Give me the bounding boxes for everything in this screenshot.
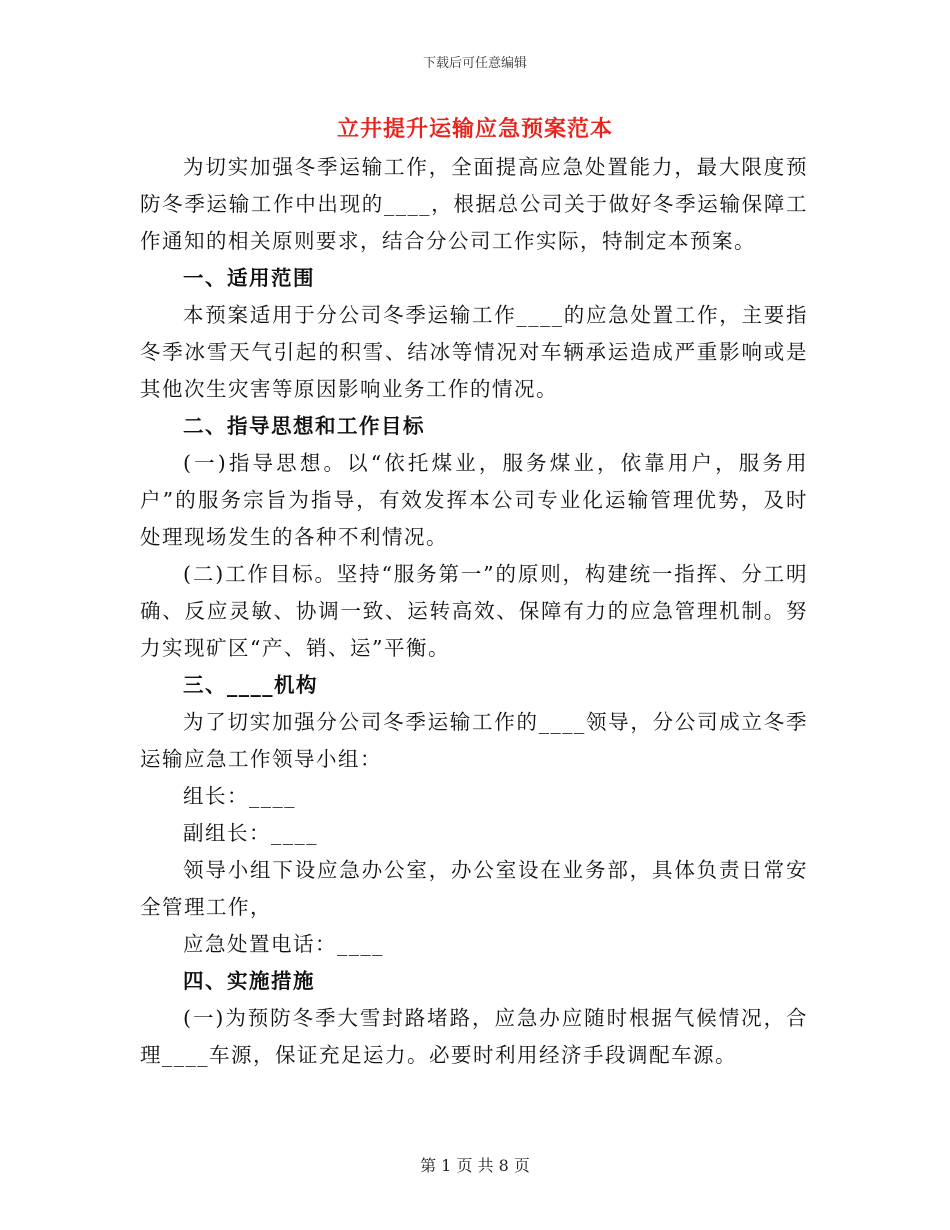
emergency-phone-line: 应急处置电话：____ [183, 932, 385, 956]
page-footer: 第 1 页 共 8 页 [420, 1156, 530, 1175]
measures-paragraph: (一)为预防冬季大雪封路堵路，应急办应随时根据气候情况，合理____车源，保证充足运力。必要时利用经济手段调配车源。 [140, 1006, 808, 1067]
scope-paragraph: 本预案适用于分公司冬季运输工作____的应急处置工作，主要指冬季冰雪天气引起的积雪、结冰等情况对车辆承运造成严重影响或是其他次生灾害等原因影响业务工作的情况。 [140, 303, 808, 401]
section-heading-organization: 三、____机构 [183, 673, 319, 697]
goal-paragraph: (二)工作目标。坚持“服务第一”的原则，构建统一指挥、分工明确、反应灵敏、协调一致、运转高效、保障有力的应急管理机制。努力实现矿区“产、销、运”平衡。 [140, 562, 808, 660]
deputy-leader-line: 副组长：____ [183, 821, 319, 845]
document-body [140, 149, 808, 1074]
header-note: 下载后可任意编辑 [422, 56, 527, 71]
guidance-paragraph: (一)指导思想。以“依托煤业，服务煤业，依靠用户，服务用户”的服务宗旨为指导，有效发挥本公司专业化运输管理优势，及时处理现场发生的各种不利情况。 [140, 451, 808, 549]
section-heading-guidance: 二、指导思想和工作目标 [183, 414, 426, 438]
document-title: 立井提升运输应急预案范本 [336, 116, 613, 142]
section-heading-scope: 一、适用范围 [183, 266, 316, 290]
office-paragraph: 领导小组下设应急办公室，办公室设在业务部，具体负责日常安全管理工作， [140, 858, 808, 919]
organization-paragraph: 为了切实加强分公司冬季运输工作的____领导，分公司成立冬季运输应急工作领导小组： [140, 710, 808, 771]
section-heading-measures: 四、实施措施 [183, 969, 316, 993]
leader-line: 组长：____ [183, 784, 297, 808]
intro-paragraph: 为切实加强冬季运输工作，全面提高应急处置能力，最大限度预防冬季运输工作中出现的____，根据总公司关于做好冬季运输保障工作通知的相关原则要求，结合分公司工作实际，特制定本预案。 [140, 155, 808, 253]
